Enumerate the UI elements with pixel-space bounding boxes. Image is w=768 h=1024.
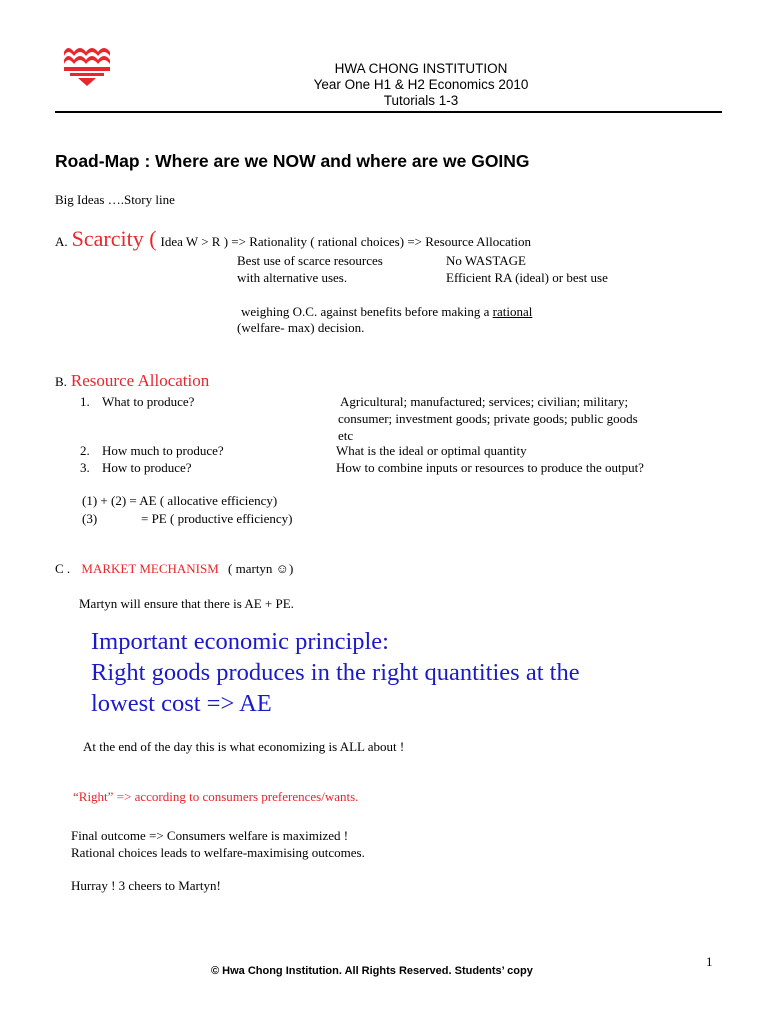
- section-a-chain: Idea W > R ) => Rationality ( rational choices) => Resource Allocation: [160, 234, 532, 249]
- section-b-item-3-q: How to produce?: [102, 460, 192, 475]
- section-b-item-3-a: How to combine inputs or resources to produce the output?: [336, 460, 644, 475]
- section-b-item-3-num: 3.: [80, 460, 90, 475]
- end-of-day-text: At the end of the day this is what economizing is ALL about !: [83, 739, 405, 754]
- section-a-left-2: with alternative uses.: [237, 270, 348, 285]
- section-a-line: [55, 226, 531, 252]
- hci-logo-icon: [60, 42, 116, 88]
- principle-line-1: Important economic principle:: [91, 628, 389, 655]
- principle-line-3: lowest cost => AE: [91, 690, 272, 717]
- section-b-letter: B.: [55, 374, 67, 389]
- section-a-oc-line-1: [241, 304, 532, 320]
- principle-line-2: Right goods produces in the right quantities at the: [91, 659, 580, 686]
- right-definition: “Right” => according to consumers preferences/wants.: [73, 789, 359, 804]
- section-b-item-1-a2: consumer; investment goods; private goods; public goods: [338, 411, 638, 426]
- section-c-letter: C .: [55, 561, 71, 576]
- big-ideas-label: Big Ideas ….Story line: [55, 192, 175, 207]
- section-b-eff-1: (1) + (2) = AE ( allocative efficiency): [82, 493, 278, 508]
- header-institution: HWA CHONG INSTITUTION: [334, 61, 508, 76]
- header-course: Year One H1 & H2 Economics 2010: [313, 77, 529, 92]
- section-a-left-1: Best use of scarce resources: [237, 253, 383, 268]
- section-c-aside: ( martyn ☺): [228, 561, 294, 576]
- footer-copyright: © Hwa Chong Institution. All Rights Reserved. Students’ copy: [211, 965, 533, 977]
- section-a-letter: A.: [55, 234, 68, 249]
- section-b-line: [55, 371, 209, 391]
- section-b-eff-2-lhs: (3): [82, 511, 98, 526]
- section-a-right-2: Efficient RA (ideal) or best use: [446, 270, 608, 285]
- section-b-item-1-num: 1.: [80, 394, 90, 409]
- section-c-martyn: Martyn will ensure that there is AE + PE.: [79, 596, 294, 611]
- outcome-line-1: Final outcome => Consumers welfare is maximized !: [71, 828, 349, 843]
- section-b-heading: Resource Allocation: [70, 371, 210, 390]
- section-a-oc-rational: rational: [492, 304, 533, 319]
- section-b-item-1-a: Agricultural; manufactured; services; civilian; military;: [340, 394, 629, 409]
- section-c-heading: MARKET MECHANISM: [81, 561, 219, 576]
- section-a-oc-line-2: (welfare- max) decision.: [237, 320, 365, 335]
- outcome-line-2: Rational choices leads to welfare-maximising outcomes.: [71, 845, 365, 860]
- section-b-item-2-num: 2.: [80, 443, 90, 458]
- page-title: Road-Map : Where are we NOW and where are we GOING: [55, 151, 530, 171]
- section-b-item-1-a3: etc: [338, 428, 354, 443]
- section-a-oc-text: weighing O.C. against benefits before making a: [241, 304, 493, 319]
- section-b-item-2-a: What is the ideal or optimal quantity: [336, 443, 527, 458]
- page-number: 1: [706, 954, 713, 969]
- section-b-eff-2-rhs: = PE ( productive efficiency): [141, 511, 293, 526]
- section-a-heading: Scarcity (: [71, 226, 157, 251]
- section-a-right-1: No WASTAGE: [446, 253, 526, 268]
- header-rule: [55, 111, 722, 113]
- header-tutorials: Tutorials 1-3: [383, 93, 459, 108]
- section-c-line: [55, 561, 293, 577]
- section-b-item-2-q: How much to produce?: [102, 443, 224, 458]
- section-b-item-1-q: What to produce?: [102, 394, 195, 409]
- hurray-text: Hurray ! 3 cheers to Martyn!: [71, 878, 221, 893]
